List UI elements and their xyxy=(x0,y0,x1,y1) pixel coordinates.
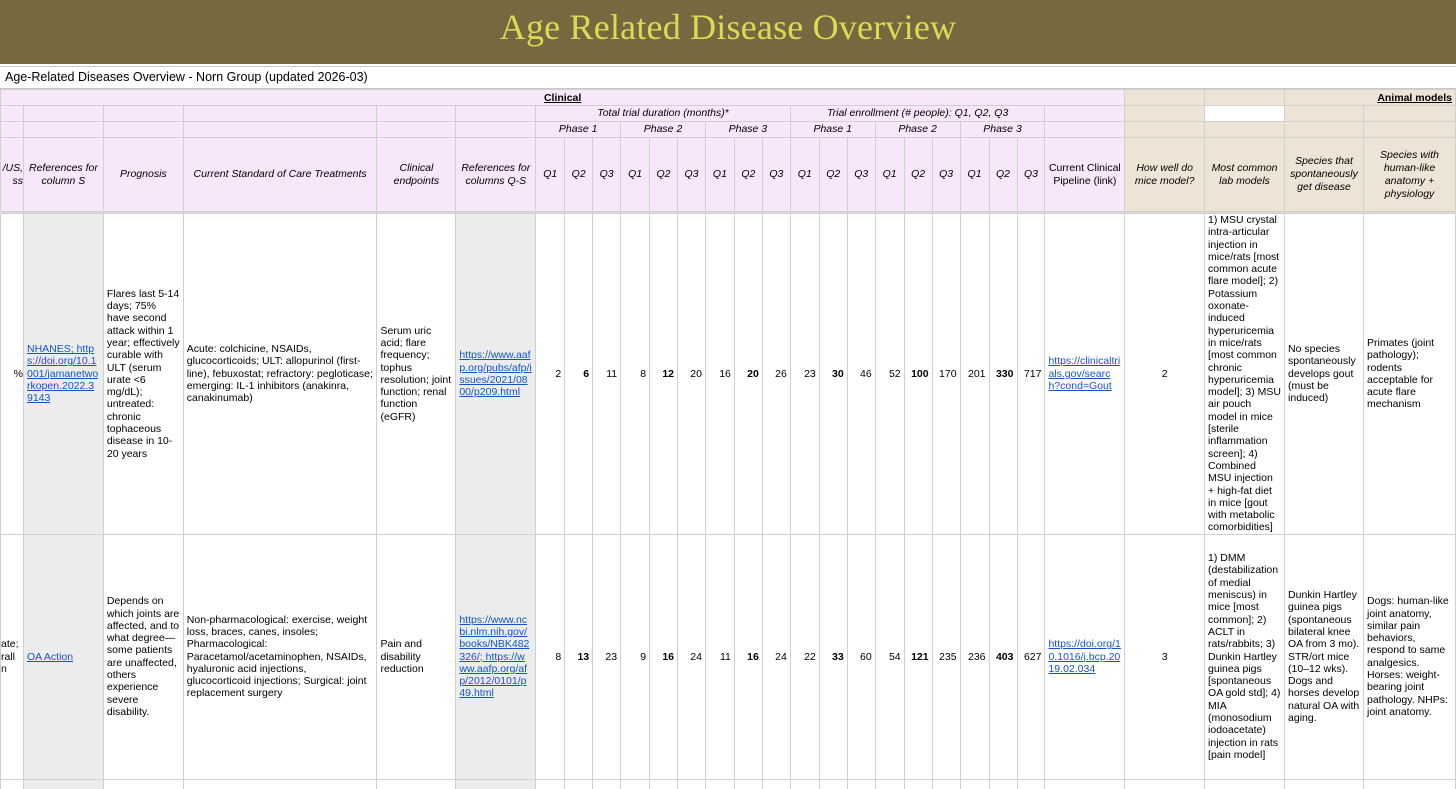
cell-empty[interactable] xyxy=(103,779,183,789)
header-cell[interactable] xyxy=(103,122,183,138)
header-cell[interactable] xyxy=(1285,122,1364,138)
cell-truncated-text: % xyxy=(13,367,23,380)
table-row xyxy=(1,534,1456,779)
header-cell[interactable] xyxy=(1,106,24,122)
cell-duration-p2-q1[interactable]: 8 xyxy=(621,214,650,535)
cell-truncated-text: ate; rall n xyxy=(1,638,19,675)
cell-species-human-like[interactable]: Primates (joint pathology); rodents acceptable for acute flare mechanism xyxy=(1363,214,1455,535)
report-banner xyxy=(0,0,1456,64)
enrollment-phase-1-header[interactable]: Phase 1 xyxy=(790,122,875,138)
q-header[interactable]: Q2 xyxy=(904,138,932,212)
enrollment-phase-2-header[interactable]: Phase 2 xyxy=(875,122,960,138)
cell-empty[interactable] xyxy=(904,779,932,789)
cell-prognosis[interactable]: Flares last 5-14 days; 75% have second attack within 1 year; effectively curable with ULT (serum urate <6 mg/dL); untreated: chronic tophaceous disease in 10-20 years xyxy=(103,214,183,535)
cell-lab-models[interactable]: 1) MSU crystal intra-articular injection in mice/rats [most common acute flare model]; 2) Potassium oxonate-induced hyperuricemia in mice/rats [most common chronic hyperuricemia model]; 3) MSU air pouch model in mice [sterile inflammation screen]; 4) Combined MSU injection + high-fat diet in mice [gout with metabolic comorbidities] xyxy=(1205,214,1285,535)
column-header-species-spontaneous[interactable]: Species that spontaneously get disease xyxy=(1285,138,1364,212)
cell-duration-p2-q2[interactable]: 16 xyxy=(650,534,678,779)
cell-enrollment-p3-q2[interactable]: 403 xyxy=(989,534,1017,779)
cell-duration-p2-q3[interactable]: 24 xyxy=(678,534,706,779)
reference-link[interactable]: NHANES; https://doi.org/10.1001/jamanetworkopen.2022.39143 xyxy=(26,343,99,405)
cell-lab-models[interactable]: 1) DMM (destabilization of medial meniscus) in mice [most common]; 2) ACLT in rats/rabbits; 3) Dunkin Hartley guinea pigs [spontaneous OA gold std]; 4) MIA (monosodium iodoacetate) injection in rats [pain model] xyxy=(1205,534,1285,779)
cell-enrollment-p1-q3[interactable]: 60 xyxy=(847,534,875,779)
cell-duration-p2-q3[interactable]: 20 xyxy=(678,214,706,535)
cell-duration-p3-q1[interactable]: 16 xyxy=(705,214,734,535)
cell-empty[interactable] xyxy=(847,779,875,789)
reference-link[interactable]: https://www.aafp.org/pubs/afp/issues/2021/0800/p209.html xyxy=(459,349,532,399)
q-header[interactable]: Q2 xyxy=(989,138,1017,212)
cell-enrollment-p3-q3[interactable]: 717 xyxy=(1017,214,1045,535)
cell-species-spontaneous[interactable]: Dunkin Hartley guinea pigs (spontaneous bilateral knee OA from 3 mo). STR/ort mice (10–12 wks). Dogs and horses develop natural OA with aging. xyxy=(1285,534,1364,779)
section-animal-label: Animal models xyxy=(1377,91,1452,104)
cell-empty[interactable] xyxy=(762,779,790,789)
cell-enrollment-p3-q3[interactable]: 627 xyxy=(1017,534,1045,779)
cell-species-spontaneous[interactable]: No species spontaneously develops gout (must be induced) xyxy=(1285,214,1364,535)
banner-title: Age Related Disease Overview xyxy=(499,7,957,47)
q-header[interactable]: Q1 xyxy=(621,138,650,212)
column-header-references-q-s[interactable]: References for columns Q-S xyxy=(456,138,536,212)
cell-empty[interactable] xyxy=(1,779,24,789)
q-header[interactable]: Q1 xyxy=(960,138,989,212)
cell-empty[interactable] xyxy=(790,779,819,789)
cell-references-q-s[interactable] xyxy=(456,214,536,535)
q-header[interactable]: Q3 xyxy=(678,138,706,212)
header-cell[interactable] xyxy=(377,122,456,138)
cell-empty[interactable] xyxy=(1363,779,1455,789)
cell-empty[interactable] xyxy=(536,779,565,789)
header-cell[interactable] xyxy=(1045,106,1125,122)
cell-duration-p2-q2[interactable]: 12 xyxy=(650,214,678,535)
q-header[interactable]: Q3 xyxy=(1017,138,1045,212)
cell-empty[interactable] xyxy=(377,779,456,789)
q-header[interactable]: Q3 xyxy=(847,138,875,212)
cell-empty[interactable] xyxy=(621,779,650,789)
cell-duration-p1-q1[interactable]: 2 xyxy=(536,214,565,535)
cell-empty[interactable] xyxy=(734,779,762,789)
cell-duration-p1-q3[interactable]: 11 xyxy=(593,214,621,535)
cell-clinical-endpoints[interactable]: Serum uric acid; flare frequency; tophus resolution; joint function; renal function (eGFR) xyxy=(377,214,456,535)
header-cell[interactable] xyxy=(1125,106,1205,122)
cell-empty[interactable] xyxy=(1125,779,1205,789)
column-header-truncated[interactable] xyxy=(1,138,24,212)
cell-empty[interactable] xyxy=(678,779,706,789)
cell-enrollment-p2-q2[interactable]: 100 xyxy=(904,214,932,535)
group-trial-enrollment[interactable]: Trial enrollment (# people): Q1, Q2, Q3 xyxy=(790,106,1045,122)
header-cell[interactable] xyxy=(183,122,377,138)
q-header[interactable]: Q2 xyxy=(734,138,762,212)
cell-duration-p2-q1[interactable]: 9 xyxy=(621,534,650,779)
q-header[interactable]: Q3 xyxy=(762,138,790,212)
cell-references-s[interactable] xyxy=(23,534,103,779)
disease-table xyxy=(0,89,1456,789)
cell-clinical-pipeline[interactable] xyxy=(1045,214,1125,535)
cell-duration-p1-q2[interactable]: 13 xyxy=(565,534,593,779)
cell-duration-p3-q1[interactable]: 11 xyxy=(705,534,734,779)
cell-empty[interactable] xyxy=(183,779,377,789)
q-header[interactable]: Q2 xyxy=(819,138,847,212)
column-header-truncated-label: /US, ss xyxy=(2,161,23,187)
cell-empty[interactable] xyxy=(456,779,536,789)
cell-enrollment-p1-q1[interactable]: 22 xyxy=(790,534,819,779)
column-header-mice-model[interactable]: How well do mice model? xyxy=(1125,138,1205,212)
cell-empty[interactable] xyxy=(565,779,593,789)
cell-duration-p3-q2[interactable]: 20 xyxy=(734,214,762,535)
pipeline-link[interactable]: https://clinicaltrials.gov/search?cond=Gout xyxy=(1048,355,1121,392)
cell-species-human-like[interactable]: Dogs: human-like joint anatomy, similar pain behaviors, respond to same analgesics. Horses: weight-bearing joint pathology. NHPs: joint anatomy. xyxy=(1363,534,1455,779)
header-cell[interactable] xyxy=(183,106,377,122)
cell-empty[interactable] xyxy=(23,779,103,789)
table-row xyxy=(1,214,1456,535)
header-cell[interactable] xyxy=(1363,106,1455,122)
header-cell[interactable] xyxy=(456,106,536,122)
group-trial-duration[interactable]: Total trial duration (months)* xyxy=(536,106,791,122)
column-header-clinical-endpoints[interactable]: Clinical endpoints xyxy=(377,138,456,212)
cell-enrollment-p2-q3[interactable]: 170 xyxy=(932,214,960,535)
cell-empty[interactable] xyxy=(875,779,904,789)
header-cell[interactable] xyxy=(103,106,183,122)
q-header[interactable]: Q2 xyxy=(650,138,678,212)
section-cell[interactable] xyxy=(1125,90,1205,106)
section-cell[interactable] xyxy=(1205,90,1285,106)
spreadsheet-grid xyxy=(0,89,1456,789)
cell-enrollment-p3-q1[interactable]: 201 xyxy=(960,214,989,535)
q-header[interactable]: Q1 xyxy=(705,138,734,212)
cell-standard-of-care[interactable]: Non-pharmacological: exercise, weight loss, braces, canes, insoles; Pharmacological: Paracetamol/acetaminophen, NSAIDs, hyaluronic acid injections, glucocorticoid injections; Surgical: joint replacement surgery xyxy=(183,534,377,779)
q-header[interactable]: Q1 xyxy=(875,138,904,212)
cell-enrollment-p2-q3[interactable]: 235 xyxy=(932,534,960,779)
header-cell[interactable] xyxy=(377,106,456,122)
cell-clinical-pipeline[interactable] xyxy=(1045,534,1125,779)
cell-empty[interactable] xyxy=(1017,779,1045,789)
header-cell[interactable] xyxy=(456,122,536,138)
cell-empty[interactable] xyxy=(1205,779,1285,789)
enrollment-phase-3-header[interactable]: Phase 3 xyxy=(960,122,1045,138)
section-clinical-label: Clinical xyxy=(543,91,582,104)
cell-empty[interactable] xyxy=(819,779,847,789)
cell-mice-model-score[interactable]: 2 xyxy=(1125,214,1205,535)
cell-enrollment-p2-q2[interactable]: 121 xyxy=(904,534,932,779)
cell-clinical-endpoints[interactable]: Pain and disability reduction xyxy=(377,534,456,779)
cell-empty[interactable] xyxy=(650,779,678,789)
section-animal-models[interactable] xyxy=(1285,90,1456,106)
header-cell[interactable] xyxy=(23,106,103,122)
cell-duration-p1-q1[interactable]: 8 xyxy=(536,534,565,779)
q-header[interactable]: Q3 xyxy=(593,138,621,212)
header-cell[interactable] xyxy=(1363,122,1455,138)
cell-empty[interactable] xyxy=(932,779,960,789)
duration-phase-2-header[interactable]: Phase 2 xyxy=(621,122,706,138)
cell-duration-p3-q2[interactable]: 16 xyxy=(734,534,762,779)
cell-empty[interactable] xyxy=(1045,779,1125,789)
cell-enrollment-p3-q2[interactable]: 330 xyxy=(989,214,1017,535)
cell-standard-of-care[interactable]: Acute: colchicine, NSAIDs, glucocorticoids; ULT: allopurinol (first-line), febuxostat; refractory: pegloticase; emerging: IL-1 inhibitors (anakinra, canakinumab) xyxy=(183,214,377,535)
reference-link[interactable]: OA Action xyxy=(26,650,74,663)
pipeline-link[interactable]: https://doi.org/10.1016/j.bcp.2019.02.034 xyxy=(1048,638,1121,675)
header-cell[interactable] xyxy=(1,122,24,138)
reference-link[interactable]: https://www.ncbi.nlm.nih.gov/books/NBK482326/; https://www.aafp.org/afp/2012/0101/p49.html xyxy=(459,613,530,700)
table-row xyxy=(1,779,1456,789)
header-cell[interactable] xyxy=(1045,122,1125,138)
column-header-references-s[interactable]: References for column S xyxy=(23,138,103,212)
header-cell[interactable] xyxy=(1285,106,1364,122)
header-cell[interactable] xyxy=(1205,122,1285,138)
cell-enrollment-p1-q2[interactable]: 33 xyxy=(819,534,847,779)
q-header[interactable]: Q2 xyxy=(565,138,593,212)
cell-enrollment-p1-q2[interactable]: 30 xyxy=(819,214,847,535)
column-header-lab-models[interactable]: Most common lab models xyxy=(1205,138,1285,212)
column-header-species-human-like[interactable]: Species with human-like anatomy + physiology xyxy=(1363,138,1455,212)
section-clinical[interactable] xyxy=(1,90,1125,106)
cell-mice-model-score[interactable]: 3 xyxy=(1125,534,1205,779)
cell-enrollment-p2-q1[interactable]: 52 xyxy=(875,214,904,535)
cell-empty[interactable] xyxy=(960,779,989,789)
cell-empty[interactable] xyxy=(593,779,621,789)
cell-empty[interactable] xyxy=(989,779,1017,789)
duration-phase-3-header[interactable]: Phase 3 xyxy=(705,122,790,138)
cell-prognosis[interactable]: Depends on which joints are affected, and to what degree—some patients are unaffected, others experience severe disability. xyxy=(103,534,183,779)
q-header[interactable]: Q3 xyxy=(932,138,960,212)
cell-duration-p3-q3[interactable]: 26 xyxy=(762,214,790,535)
cell-empty[interactable] xyxy=(1285,779,1364,789)
cell-duration-p1-q3[interactable]: 23 xyxy=(593,534,621,779)
cell-references-s[interactable] xyxy=(23,214,103,535)
cell-references-q-s[interactable] xyxy=(456,534,536,779)
column-header-clinical-pipeline[interactable]: Current Clinical Pipeline (link) xyxy=(1045,138,1125,212)
cell-empty[interactable] xyxy=(705,779,734,789)
sheet-title-cell[interactable]: Age-Related Diseases Overview - Norn Group (updated 2026-03) xyxy=(0,66,1456,89)
cell-enrollment-p1-q1[interactable]: 23 xyxy=(790,214,819,535)
column-header-standard-of-care[interactable]: Current Standard of Care Treatments xyxy=(183,138,377,212)
q-header[interactable]: Q1 xyxy=(536,138,565,212)
cell-duration-p1-q2[interactable]: 6 xyxy=(565,214,593,535)
cell-truncated[interactable] xyxy=(1,534,24,779)
cell-duration-p3-q3[interactable]: 24 xyxy=(762,534,790,779)
q-header[interactable]: Q1 xyxy=(790,138,819,212)
duration-phase-1-header[interactable]: Phase 1 xyxy=(536,122,621,138)
header-cell[interactable] xyxy=(1205,106,1285,122)
cell-enrollment-p1-q3[interactable]: 46 xyxy=(847,214,875,535)
cell-truncated[interactable] xyxy=(1,214,24,535)
header-cell[interactable] xyxy=(1125,122,1205,138)
column-header-prognosis[interactable]: Prognosis xyxy=(103,138,183,212)
cell-enrollment-p3-q1[interactable]: 236 xyxy=(960,534,989,779)
header-cell[interactable] xyxy=(23,122,103,138)
cell-enrollment-p2-q1[interactable]: 54 xyxy=(875,534,904,779)
